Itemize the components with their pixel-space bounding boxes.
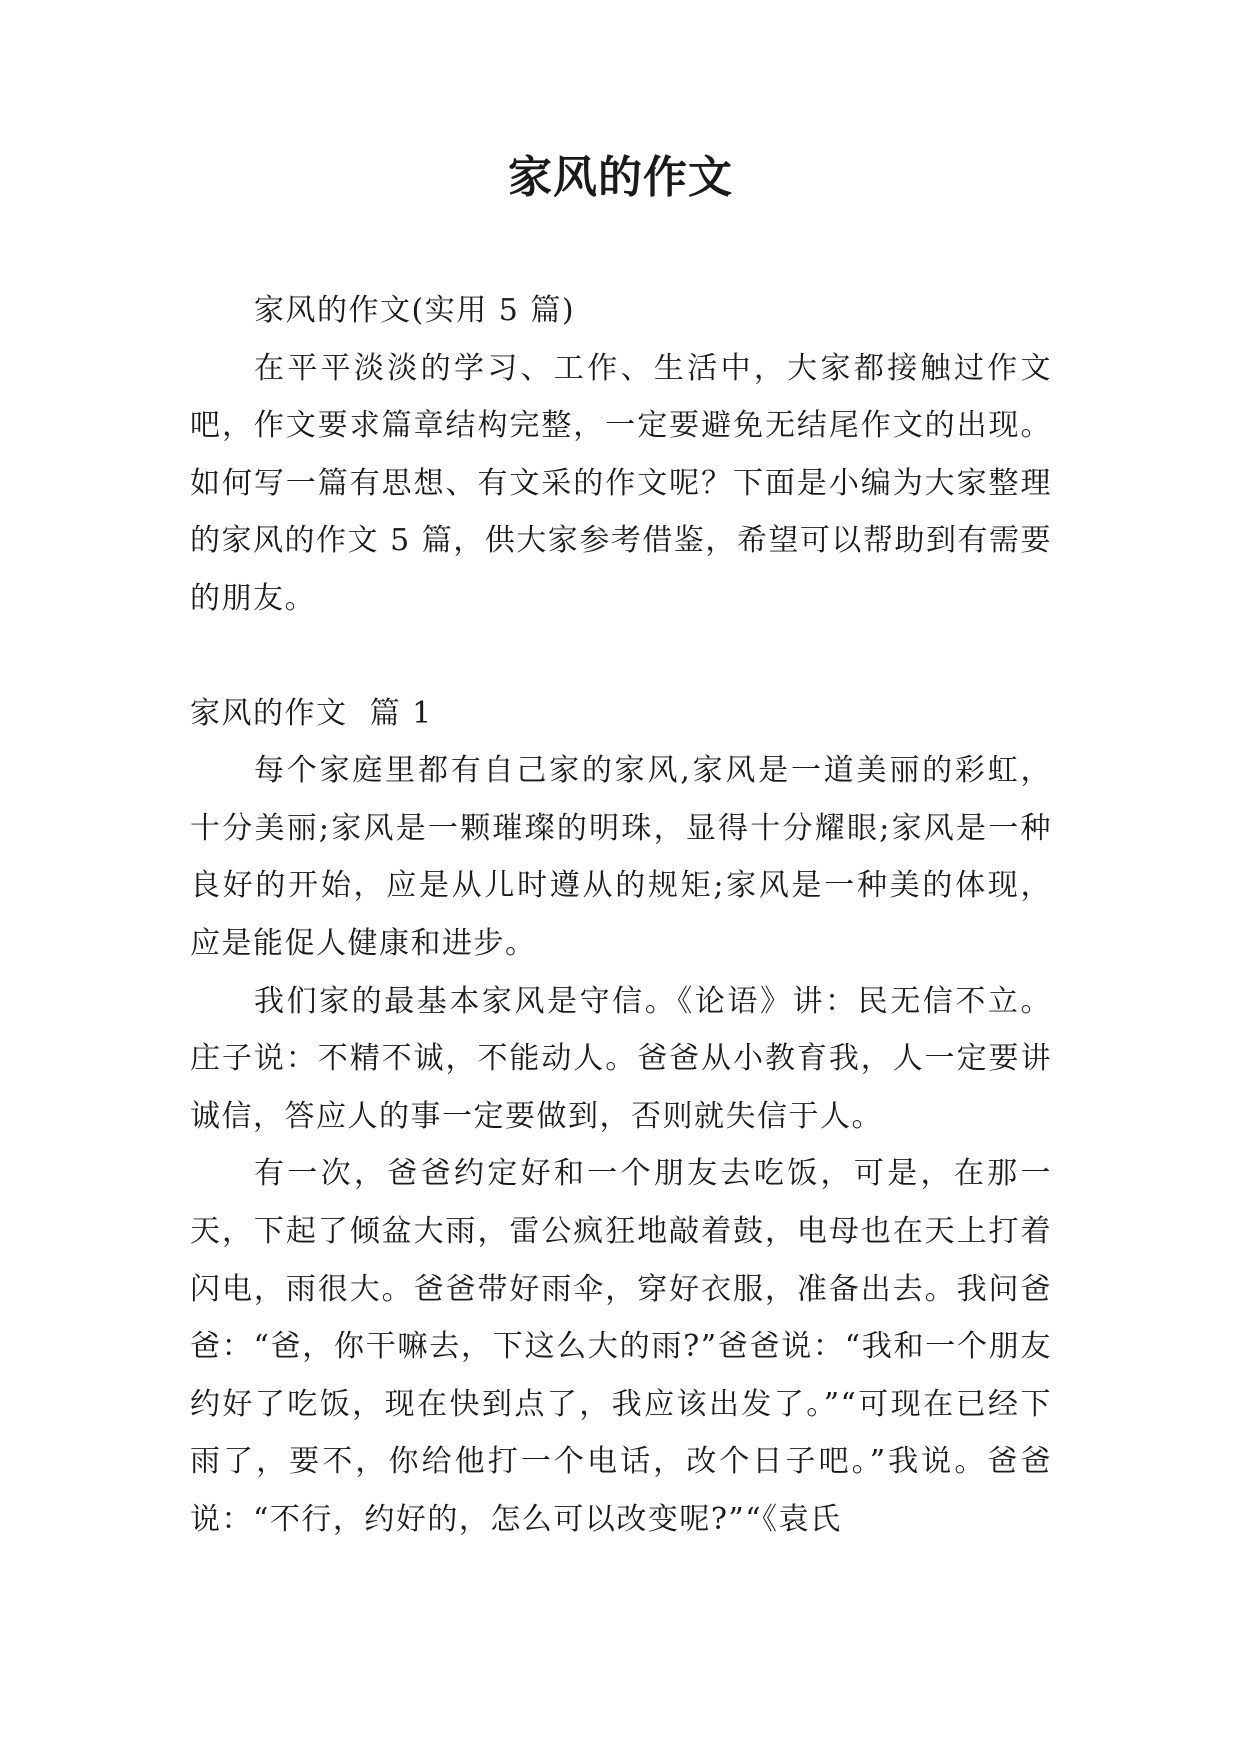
body-paragraph: 每个家庭里都有自己家的家风,家风是一道美丽的彩虹，十分美丽;家风是一颗璀璨的明珠，显得十分耀眼;家风是一种良好的开始，应是从儿时遵从的规矩;家风是一种美的体现，应是能促人健康和进步。	[190, 753, 1052, 961]
body-paragraph: 有一次，爸爸约定好和一个朋友去吃饭，可是，在那一天，下起了倾盆大雨，雷公疯狂地敲着鼓，电母也在天上打着闪电，雨很大。爸爸带好雨伞，穿好衣服，准备出去。我问爸爸：“爸，你干嘛去，下这么大的雨?”爸爸说：“我和一个朋友约好了吃饭，现在快到点了，我应该出发了。”“可现在已经下雨了，要不，你给他打一个电话，改个日子吧。”我说。爸爸说：“不行，约好的，怎么可以改变呢?”“《袁氏	[190, 1156, 1052, 1537]
body-paragraph: 我们家的最基本家风是守信。《论语》讲：民无信不立。庄子说：不精不诚，不能动人。爸爸从小教育我，人一定要讲诚信，答应人的事一定要做到，否则就失信于人。	[190, 983, 1052, 1134]
section-spacer	[190, 628, 1052, 685]
document-title: 家风的作文	[508, 152, 733, 203]
intro-paragraph: 在平平淡淡的学习、工作、生活中，大家都接触过作文吧，作文要求篇章结构完整，一定要避免无结尾作文的出现。如何写一篇有思想、有文采的作文呢？下面是小编为大家整理的家风的作文 5 篇，供大家参考借鉴，希望可以帮助到有需要的朋友。	[190, 350, 1052, 616]
section-heading: 家风的作文 篇 1	[190, 695, 433, 731]
document-body	[190, 282, 1052, 1548]
document-subtitle: 家风的作文(实用 5 篇)	[254, 293, 576, 328]
